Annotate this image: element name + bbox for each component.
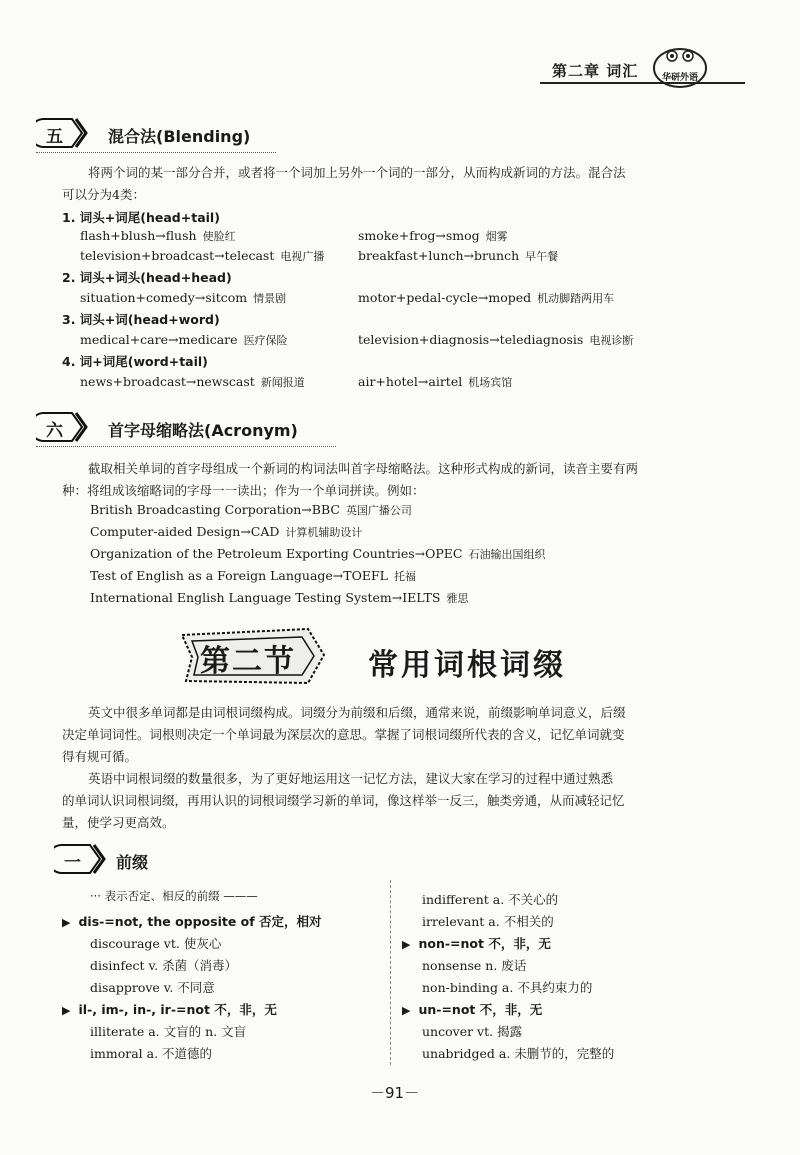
paragraph: 的单词认识词根词缀，再用认识的词根词缀学习新的单词，像这样举一反三，触类旁通，从而减轻记忆 bbox=[62, 793, 625, 808]
banner-label: 第二节 bbox=[200, 644, 296, 679]
divider bbox=[36, 446, 336, 447]
paragraph: 将两个词的某一部分合并，或者将一个词加上另外一个词的一部分，从而构成新词的方法。混合法 bbox=[88, 165, 626, 180]
header-rule bbox=[540, 82, 745, 84]
example: British Broadcasting Corporation→BBC 英国广播公司 bbox=[90, 502, 412, 517]
paragraph: 可以分为4类： bbox=[62, 187, 145, 202]
example: air+hotel→airtel 机场宾馆 bbox=[358, 374, 513, 389]
word-entry: disapprove v. 不同意 bbox=[90, 980, 215, 995]
example: television+broadcast→telecast 电视广播 bbox=[80, 248, 325, 263]
word-entry: immoral a. 不道德的 bbox=[90, 1046, 213, 1061]
paragraph: 英文中很多单词都是由词根词缀构成。词缀分为前缀和后缀，通常来说，前缀影响单词意义，后缀 bbox=[88, 705, 626, 720]
word-entry: indifferent a. 不关心的 bbox=[422, 892, 559, 907]
paragraph: 量，使学习更高效。 bbox=[62, 815, 175, 830]
word-entry: non-binding a. 不具约束力的 bbox=[422, 980, 593, 995]
subsection-heading: ··· 表示否定、相反的前缀 ——— bbox=[90, 889, 258, 903]
triangle-bullet-icon: ▶ bbox=[402, 938, 411, 951]
word-entry: discourage vt. 使灰心 bbox=[90, 936, 222, 951]
prefix-root: ▶ il-, im-, in-, ir-=not 不，非，无 bbox=[62, 1002, 277, 1017]
word-entry: unabridged a. 未删节的，完整的 bbox=[422, 1046, 615, 1061]
section-title: 混合法(Blending) bbox=[108, 127, 251, 146]
example: medical+care→medicare 医疗保险 bbox=[80, 332, 288, 347]
triangle-bullet-icon: ▶ bbox=[62, 916, 71, 929]
section-title: 首字母缩略法(Acronym) bbox=[108, 421, 298, 440]
divider bbox=[36, 152, 276, 153]
example: flash+blush→flush 使脸红 bbox=[80, 228, 236, 243]
list-heading: 1. 词头+词尾(head+tail) bbox=[62, 210, 220, 225]
example: situation+comedy→sitcom 情景剧 bbox=[80, 290, 287, 305]
paragraph: 种：将组成该缩略词的字母一一读出；作为一个单词拼读。例如： bbox=[62, 483, 425, 498]
section-number: 六 bbox=[46, 421, 63, 441]
prefix-root: ▶ non-=not 不，非，无 bbox=[402, 936, 551, 951]
paragraph: 英语中词根词缀的数量很多，为了更好地运用这一记忆方法，建议大家在学习的过程中通过熟悉 bbox=[88, 771, 614, 786]
chapter-title: 第二章 词汇 bbox=[552, 62, 639, 80]
word-entry: uncover vt. 揭露 bbox=[422, 1024, 523, 1039]
paragraph: 决定单词词性。词根则决定一个单词最为深层次的意思。掌握了词根词缀所代表的含义，记忆单词就变 bbox=[62, 727, 625, 742]
example: Computer-aided Design→CAD 计算机辅助设计 bbox=[90, 524, 363, 539]
example: news+broadcast→newscast 新闻报道 bbox=[80, 374, 305, 389]
section-number: 五 bbox=[46, 127, 63, 147]
word-entry: nonsense n. 废话 bbox=[422, 958, 527, 973]
triangle-bullet-icon: ▶ bbox=[402, 1004, 411, 1017]
section-title: 前缀 bbox=[116, 853, 149, 872]
paragraph: 截取相关单词的首字母组成一个新词的构词法叫首字母缩略法。这种形式构成的新词，读音主要有两 bbox=[88, 461, 639, 476]
word-entry: irrelevant a. 不相关的 bbox=[422, 914, 554, 929]
page-number: －91－ bbox=[370, 1084, 420, 1102]
logo-text: 华研外语 bbox=[661, 73, 698, 83]
list-heading: 2. 词头+词头(head+head) bbox=[62, 270, 232, 285]
list-heading: 3. 词头+词(head+word) bbox=[62, 312, 220, 327]
paragraph: 得有规可循。 bbox=[62, 749, 138, 764]
example: Organization of the Petroleum Exporting Countries→OPEC 石油输出国组织 bbox=[90, 546, 546, 561]
example: Test of English as a Foreign Language→TOEFL 托福 bbox=[90, 568, 416, 583]
word-entry: illiterate a. 文盲的 n. 文盲 bbox=[90, 1024, 247, 1039]
banner-title: 常用词根词缀 bbox=[368, 648, 566, 683]
column-divider bbox=[390, 880, 391, 1065]
prefix-root: ▶ dis-=not, the opposite of 否定，相对 bbox=[62, 914, 322, 929]
example: smoke+frog→smog 烟雾 bbox=[358, 228, 508, 243]
word-entry: disinfect v. 杀菌（消毒） bbox=[90, 958, 238, 973]
list-heading: 4. 词+词尾(word+tail) bbox=[62, 354, 208, 369]
triangle-bullet-icon: ▶ bbox=[62, 1004, 71, 1017]
section-number: 一 bbox=[64, 853, 81, 873]
example: breakfast+lunch→brunch 早午餐 bbox=[358, 248, 559, 263]
example: television+diagnosis→telediagnosis 电视诊断 bbox=[358, 332, 634, 347]
prefix-root: ▶ un-=not 不，非，无 bbox=[402, 1002, 543, 1017]
example: International English Language Testing System→IELTS 雅思 bbox=[90, 590, 469, 605]
example: motor+pedal-cycle→moped 机动脚踏两用车 bbox=[358, 290, 615, 305]
